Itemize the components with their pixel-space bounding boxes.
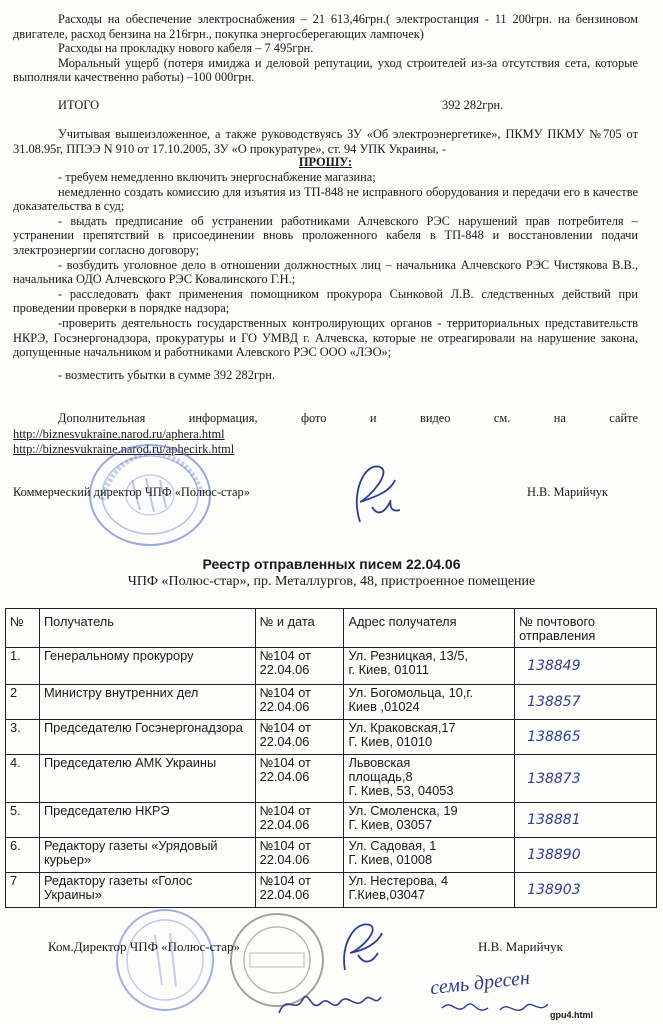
table-row bbox=[6, 803, 657, 838]
row-date: №104 от 22.04.06 bbox=[255, 648, 344, 685]
row-address: Ул. Садовая, 1 Г. Киев, 01008 bbox=[344, 838, 515, 873]
header-num: № bbox=[6, 609, 40, 648]
row-num: 1. bbox=[6, 648, 40, 685]
site-link-aphera[interactable]: http://biznesvukraine.narod.ru/aphera.html bbox=[13, 427, 225, 441]
row-date: №104 от 22.04.06 bbox=[255, 803, 344, 838]
request-item: - выдать предписание об устранении работниками Алчевского РЭС нарушений прав потребителя – устранении препятствий в присоединении вновь проложенного кабеля в ТП-848 и восстановлении подачи электроэнергии согласно договору; bbox=[13, 213, 638, 257]
signer-position-1: Коммерческий директор ЧПФ «Полюс-стар» bbox=[13, 485, 250, 499]
prosu-heading: ПРОШУ: bbox=[298, 155, 353, 169]
table-row bbox=[6, 873, 657, 908]
row-recipient: Министру внутренних дел bbox=[39, 685, 255, 720]
expense-power-supply: Расходы на обеспечение электроснабжения – 21 613,46грн.( электростанция - 11 200грн. на бензиновом двигателе, расход бензина на 216грн., покупка энергосберегающих лампочек) bbox=[13, 12, 638, 41]
handwritten-note: семь дресен bbox=[429, 966, 531, 1000]
row-address: Ул. Резницкая, 13/5, г. Киев, 01011 bbox=[344, 648, 515, 685]
requests-list bbox=[13, 170, 638, 382]
row-recipient: Редактору газеты «Голос Украины» bbox=[39, 873, 255, 908]
row-date: №104 от 22.04.06 bbox=[255, 873, 344, 908]
signature-scribble bbox=[275, 985, 385, 1020]
header-postal: № почтового отправления bbox=[515, 609, 657, 648]
row-date: №104 от 22.04.06 bbox=[255, 755, 344, 803]
company-stamp-2 bbox=[110, 905, 220, 1015]
considering-paragraph: Учитывая вышеизложенное, а также руководствуясь ЗУ «Об электроэнергетике», ПКМУ ПКМУ №705 от 31.08.95г, ППЭЭ N 910 от 17.10.2005, ЗУ «О прокуратуре», ст. 94 УПК Украины, - bbox=[13, 127, 638, 156]
header-address: Адрес получателя bbox=[344, 609, 515, 648]
row-recipient: Генеральному прокурору bbox=[39, 648, 255, 685]
table-row bbox=[6, 720, 657, 755]
request-item: -проверить деятельность государственных контролирующих органов - территориальных представительств НКРЭ, Госэнергонадзора, прокуратуры и ГО УМВД г. Алчевска, которые не отреагировали на нарушение закона, допущенные начальником и работниками Алевского РЭС ООО «ЛЭО»; bbox=[13, 315, 638, 360]
row-address: Ул. Смоленска, 19 Г. Киев, 03057 bbox=[344, 803, 515, 838]
additional-info: Дополнительная информация, фото и видео см. на сайте bbox=[58, 411, 638, 425]
footer-filename: gpu4.html bbox=[550, 1010, 593, 1020]
row-postal-number: 138890 bbox=[515, 838, 657, 873]
row-postal-number: 138903 bbox=[515, 873, 657, 908]
expense-moral-damage: Моральный ущерб (потеря имиджа и деловой репутации, уход строителей из-за отсутствия сета, которые выполняли качественно работы) –100 000грн. bbox=[13, 55, 638, 85]
signer-name-2: Н.В. Марийчук bbox=[478, 939, 563, 954]
row-address: Ул. Краковская,17 Г. Киев, 01010 bbox=[344, 720, 515, 755]
request-item: - расследовать факт применения помощником прокурора Сынковой Л.В. следственных действий при проведении проверки в порядке надзора; bbox=[13, 286, 638, 316]
row-postal-number: 138881 bbox=[515, 803, 657, 838]
row-postal-number: 138849 bbox=[515, 648, 657, 685]
row-postal-number: 138865 bbox=[515, 720, 657, 755]
row-address: Ул. Богомольца, 10,г. Киев ,01024 bbox=[344, 685, 515, 720]
site-link-aphecirk[interactable]: http://biznesvukraine.narod.ru/aphecirk.html bbox=[13, 441, 235, 456]
request-item: - возбудить уголовное дело в отношении должностных лиц – начальника Алчевского РЭС Чистякова В.В., начальника ОДО Алчевского РЭС Ковалинского Г.Н.; bbox=[13, 257, 638, 287]
row-address: Львовская площадь,8 Г. Киев, 53, 04053 bbox=[344, 755, 515, 803]
row-num: 4. bbox=[6, 755, 40, 803]
row-num: 3. bbox=[6, 720, 40, 755]
signature-1 bbox=[330, 452, 410, 532]
registry-table bbox=[5, 608, 657, 908]
row-num: 5. bbox=[6, 803, 40, 838]
request-item: - требуем немедленно включить энергоснабжение магазина; bbox=[58, 170, 376, 184]
row-date: №104 от 22.04.06 bbox=[255, 685, 344, 720]
table-row bbox=[6, 685, 657, 720]
expenses-block bbox=[13, 12, 638, 85]
table-header-row bbox=[6, 609, 657, 648]
registry-subtitle: ЧПФ «Полюс-стар», пр. Металлургов, 48, пристроенное помещение bbox=[127, 574, 536, 589]
total-value: 392 282грн. bbox=[442, 98, 504, 112]
handwritten-note-scribble bbox=[440, 996, 550, 1020]
request-item: - возместить убытки в сумме 392 282грн. bbox=[58, 367, 275, 382]
row-recipient: Председателю Госэнергонадзора bbox=[39, 720, 255, 755]
registry-title: Реестр отправленных писем 22.04.06 bbox=[202, 556, 461, 572]
row-postal-number: 138857 bbox=[515, 685, 657, 720]
table-row bbox=[6, 755, 657, 803]
row-num: 7 bbox=[6, 873, 40, 908]
row-address: Ул. Нестерова, 4 Г.Киев,03047 bbox=[344, 873, 515, 908]
row-recipient: Председателю НКРЭ bbox=[39, 803, 255, 838]
row-num: 6. bbox=[6, 838, 40, 873]
row-recipient: Редактору газеты «Урядовый курьер» bbox=[39, 838, 255, 873]
request-item: немедленно создать комиссию для изъятия из ТП-848 не исправного оборудования и передачи его в качестве доказательства в суд; bbox=[13, 184, 638, 214]
table-row bbox=[6, 648, 657, 685]
table-row bbox=[6, 838, 657, 873]
row-postal-number: 138873 bbox=[515, 755, 657, 803]
total-label: ИТОГО bbox=[58, 98, 100, 112]
row-recipient: Председателю АМК Украины bbox=[39, 755, 255, 803]
signer-position-2: Ком.Директор ЧПФ «Полюс-стар» bbox=[48, 939, 241, 954]
row-num: 2 bbox=[6, 685, 40, 720]
row-date: №104 от 22.04.06 bbox=[255, 838, 344, 873]
expense-cable: Расходы на прокладку нового кабеля – 7 495грн. bbox=[58, 41, 314, 56]
signature-2 bbox=[330, 915, 390, 975]
header-date: № и дата bbox=[255, 609, 344, 648]
header-recipient: Получатель bbox=[39, 609, 255, 648]
row-date: №104 от 22.04.06 bbox=[255, 720, 344, 755]
signer-name-1: Н.В. Марийчук bbox=[527, 485, 608, 499]
